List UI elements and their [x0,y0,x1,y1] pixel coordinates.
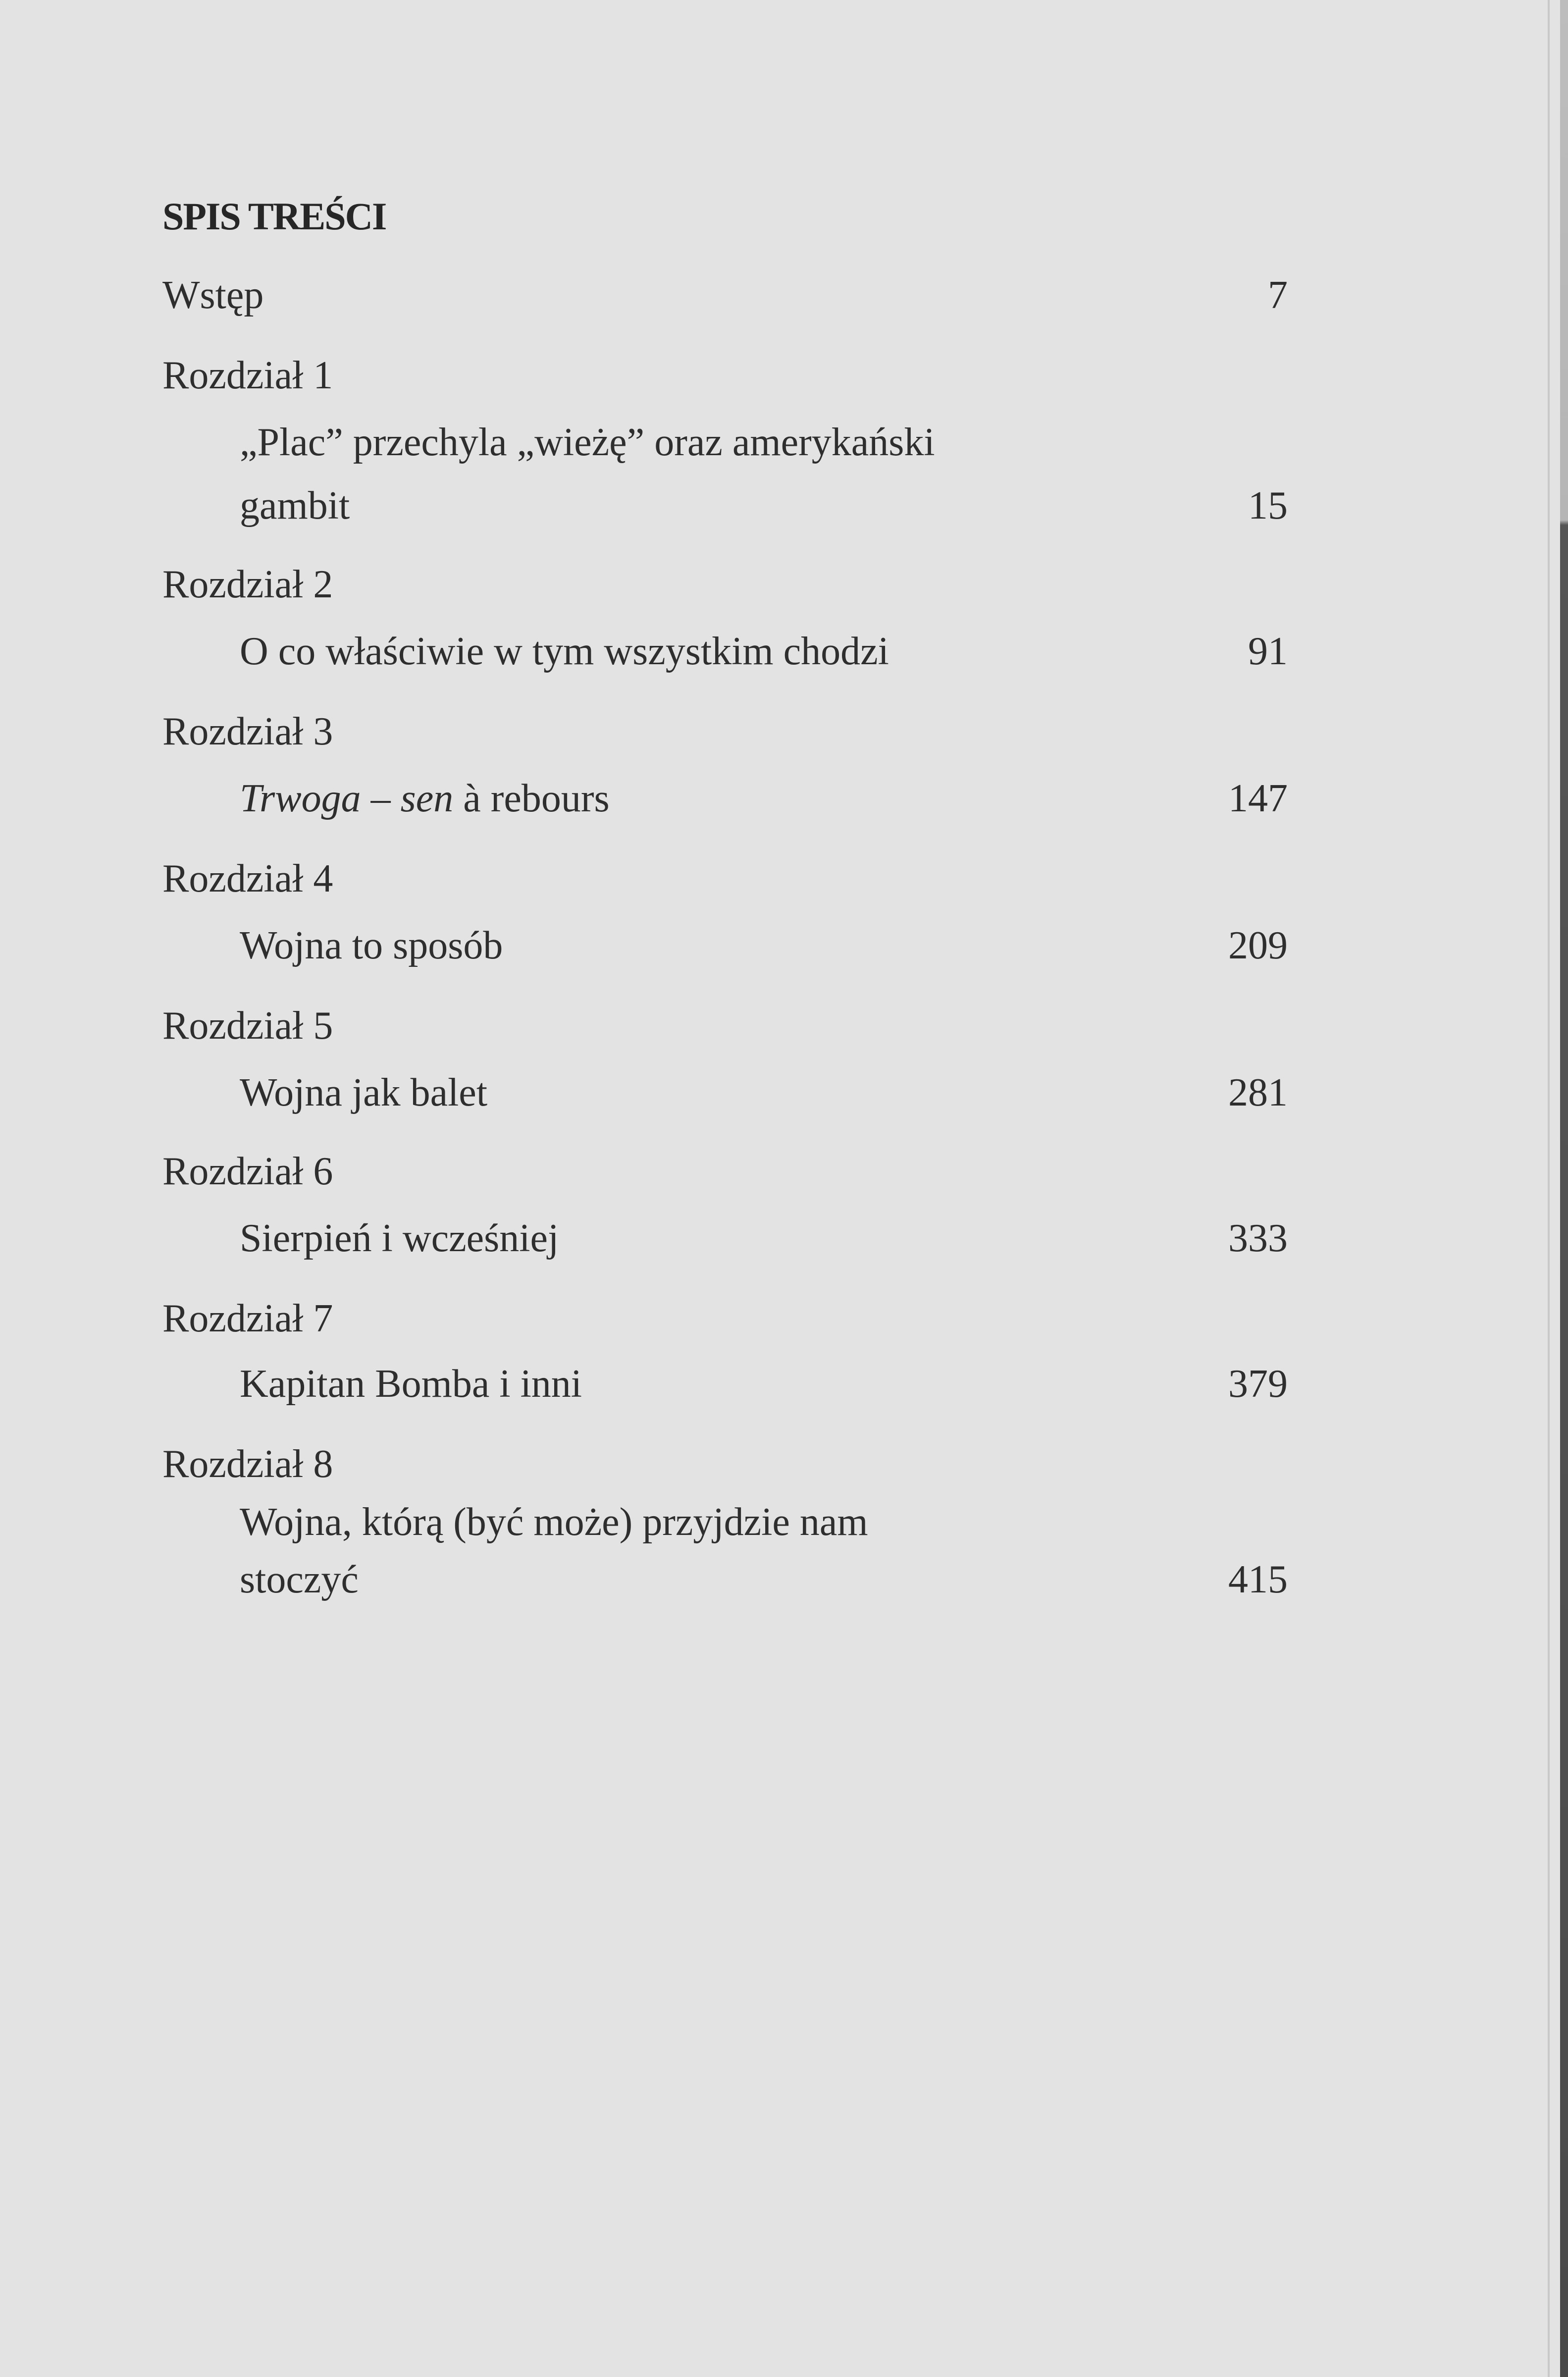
chapter-5-page: 281 [1228,1071,1288,1114]
chapter-4-page: 209 [1228,924,1288,967]
chapter-2-label: Rozdział 2 [162,563,333,606]
chapter-3-page: 147 [1228,777,1288,820]
chapter-3-title-rest: à rebours [453,777,610,820]
chapter-8-title-line-1: Wojna, którą (być może) przyjdzie nam [240,1500,868,1544]
chapter-3-title-italic-2: sen [400,777,454,820]
toc-title: SPIS TREŚCI [162,195,386,238]
chapter-5-label: Rozdział 5 [162,1004,333,1048]
chapter-1-title-line-1: „Plac” przechyla „wieżę” oraz amerykański [240,421,935,464]
chapter-4-title: Wojna to sposób [240,924,503,967]
page-edge [1560,0,1568,2377]
page-fold-shadow [1548,0,1550,2377]
chapter-6-page: 333 [1228,1216,1288,1260]
chapter-8-label: Rozdział 8 [162,1442,333,1486]
chapter-5-title: Wojna jak balet [240,1071,488,1114]
chapter-3-label: Rozdział 3 [162,710,333,753]
chapter-1-title-line-2: gambit [240,484,350,528]
chapter-6-label: Rozdział 6 [162,1150,333,1193]
chapter-2-page: 91 [1248,630,1288,673]
chapter-1-page: 15 [1248,484,1288,528]
chapter-3-title-dash: – [361,777,401,820]
chapter-3-title-italic-1: Trwoga [240,777,361,820]
chapter-3-title [240,779,610,818]
chapter-8-page: 415 [1228,1558,1288,1601]
chapter-7-page: 379 [1228,1362,1288,1406]
toc-intro-label: Wstęp [162,273,264,317]
chapter-8-title-line-2: stoczyć [240,1558,359,1601]
chapter-7-title: Kapitan Bomba i inni [240,1362,582,1406]
chapter-1-label: Rozdział 1 [162,354,333,397]
toc-intro-page: 7 [1268,273,1288,317]
chapter-4-label: Rozdział 4 [162,857,333,900]
chapter-2-title: O co właściwie w tym wszystkim chodzi [240,630,889,673]
chapter-7-label: Rozdział 7 [162,1297,333,1340]
chapter-6-title: Sierpień i wcześniej [240,1216,559,1260]
